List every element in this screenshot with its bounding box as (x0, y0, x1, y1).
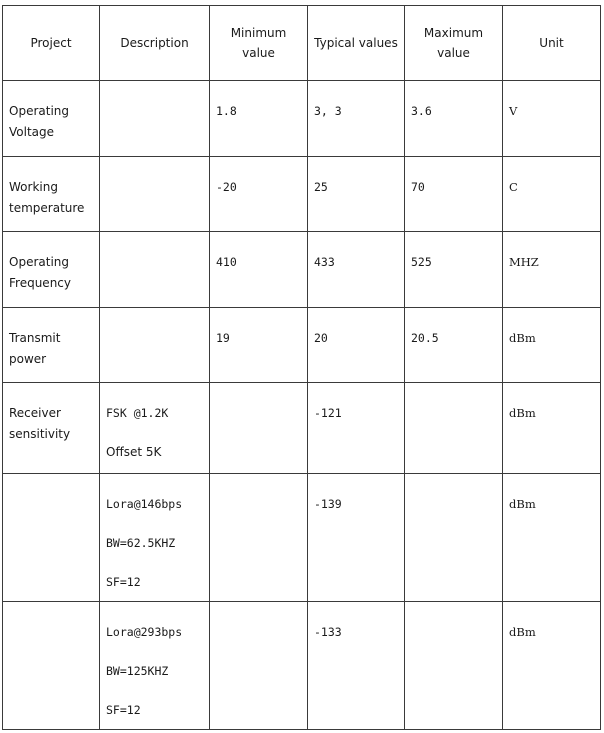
header-description: Description (100, 6, 210, 81)
cell-typical: -139 (308, 474, 405, 602)
cell-typical: -121 (308, 383, 405, 474)
cell-maximum (405, 474, 503, 602)
cell-description (100, 81, 210, 157)
cell-minimum: 1.8 (210, 81, 308, 157)
table-row (3, 157, 601, 232)
cell-typical: -133 (308, 602, 405, 730)
cell-typical: 25 (308, 157, 405, 232)
table-row (3, 383, 601, 474)
header-unit: Unit (503, 6, 601, 81)
cell-unit: MHZ (503, 232, 601, 308)
cell-description (100, 474, 210, 602)
table-row (3, 602, 601, 730)
cell-minimum (210, 474, 308, 602)
cell-maximum: 20.5 (405, 308, 503, 383)
cell-unit: V (503, 81, 601, 157)
header-minimum-value: Minimum value (210, 6, 308, 81)
cell-maximum: 525 (405, 232, 503, 308)
cell-description (100, 157, 210, 232)
description-line: BW=62.5KHZ (106, 536, 176, 550)
cell-description (100, 308, 210, 383)
cell-minimum (210, 602, 308, 730)
cell-project: Operating Voltage (3, 81, 100, 157)
description-line: SF=12 (106, 703, 141, 717)
cell-description (100, 383, 210, 474)
header-typical-values: Typical values (308, 6, 405, 81)
description-line: Lora@293bps (106, 625, 183, 639)
cell-typical: 3, 3 (308, 81, 405, 157)
cell-project: Receiver sensitivity (3, 383, 100, 474)
cell-unit: C (503, 157, 601, 232)
description-line: SF=12 (106, 575, 141, 589)
cell-description (100, 232, 210, 308)
cell-maximum: 3.6 (405, 81, 503, 157)
cell-minimum: -20 (210, 157, 308, 232)
header-project: Project (3, 6, 100, 81)
spec-table (2, 5, 601, 730)
table-row (3, 232, 601, 308)
table-row (3, 474, 601, 602)
cell-typical: 433 (308, 232, 405, 308)
header-maximum-value: Maximum value (405, 6, 503, 81)
cell-minimum: 410 (210, 232, 308, 308)
cell-typical: 20 (308, 308, 405, 383)
cell-description (100, 602, 210, 730)
cell-minimum (210, 383, 308, 474)
cell-unit: dBm (503, 474, 601, 602)
table-row (3, 81, 601, 157)
cell-unit: dBm (503, 383, 601, 474)
cell-maximum (405, 602, 503, 730)
cell-unit: dBm (503, 602, 601, 730)
cell-unit: dBm (503, 308, 601, 383)
description-line: BW=125KHZ (106, 664, 169, 678)
description-line: Offset 5K (106, 445, 162, 459)
description-line: Lora@146bps (106, 497, 183, 511)
cell-project (3, 474, 100, 602)
cell-maximum (405, 383, 503, 474)
description-line: FSK @1.2K (106, 406, 169, 420)
cell-minimum: 19 (210, 308, 308, 383)
cell-project (3, 602, 100, 730)
table-row (3, 308, 601, 383)
cell-project: Transmit power (3, 308, 100, 383)
cell-project: Working temperature (3, 157, 100, 232)
header-row (3, 6, 601, 81)
cell-maximum: 70 (405, 157, 503, 232)
cell-project: Operating Frequency (3, 232, 100, 308)
